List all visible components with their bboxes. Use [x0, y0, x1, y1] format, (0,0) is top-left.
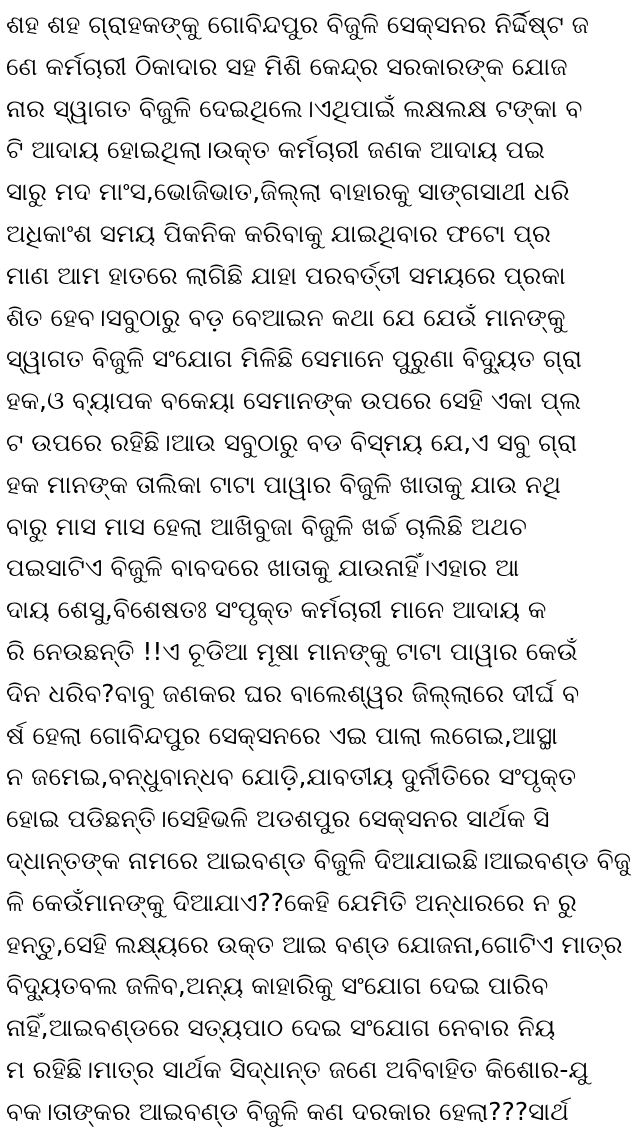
text-line: ଶିତ ହେବ।ସବୁଠାରୁ ବଡ଼ ବେଆଇନ କଥା ଯେ ଯେଉଁ ମାନଙ୍କୁ — [6, 302, 566, 332]
text-line: ହୋଇ ପଡିଛନ୍ତି।ସେହିଭଳି ଅଡଶପୁର ସେକ୍ସନର ସାର୍ଥକ ସି — [6, 804, 550, 834]
text-line: ବିଦ୍ୟୁତବଲ ଜଳିବ,ଅନ୍ୟ କାହାରିକୁ ସଂଯୋଗ ଦେଇ ପାରିବ — [6, 971, 549, 1001]
text-line: ବାରୁ ମାସ ମାସ ହେଲା ଆଖିବୁଜା ବିଜୁଳି ଖର୍ଚ୍ଚ ଚାଲିଛି ଅଥଚ — [6, 511, 527, 541]
text-line: ନାହିଁ,ଆଇବଣ୍ଡରେ ସତ୍ୟପାଠ ଦେଇ ସଂଯୋଗ ନେବାର ନିୟ — [6, 1013, 556, 1043]
text-line: ଳି କେଉଁମାନଙ୍କୁ ଦିଆଯାଏ??କେହି ଯେମିତି ଅନ୍ଧାରରେ ନ ରୁ — [6, 887, 577, 917]
text-line: ସାରୁ ମଦ ମାଂସ,ଭୋଜିଭାତ,ଜିଲ୍ଲା ବାହାରକୁ ସାଙ୍ଗସାଥୀ ଧରି — [6, 177, 570, 207]
text-line: ର୍ଷ ହେଲା ଗୋବିନ୍ଦପୁର ସେକ୍ସନରେ ଏଇ ପାଲା ଲଗେଇ,ଆସ୍ଥା — [6, 720, 558, 750]
text-line: ହକ ମାନଙ୍କ ତାଲିକା ଟାଟା ପାୱାର ବିଜୁଳି ଖାତାକୁ ଯାଉ ନଥି — [6, 469, 561, 499]
text-line: ଦାୟ ଶେସୁ,ବିଶେଷତଃ ସଂପୃକ୍ତ କର୍ମଚାରୀ ମାନେ ଆଦାୟ କ — [6, 595, 547, 625]
text-line: ପଇସାଟିଏ ବିଜୁଳି ବାବଦରେ ଖାତାକୁ ଯାଉନାହିଁ।ଏହାର ଆ — [6, 553, 520, 583]
text-line: ସ୍ୱାଗତ ବିଜୁଳି ସଂଯୋଗ ମିଳିଛି ସେମାନେ ପୁରୁଣା ବିଦ୍ୟୁତ ଗ୍ରା — [6, 344, 582, 374]
text-line: ମାଣ ଆମ ହାତରେ ଲାଗିଛି ଯାହା ପରବର୍ତ୍ତୀ ସମୟରେ ପ୍ରକା — [6, 260, 566, 290]
text-line: ରି ନେଉଛନ୍ତି !!ଏ ଚୂଡିଆ ମୂଷା ମାନଙ୍କୁ ଟାଟା ପାୱାର କେଉଁ — [6, 636, 578, 666]
text-line: ଟ ଉପରେ ରହିଛି।ଆଉ ସବୁଠାରୁ ବଡ ବିସ୍ମୟ ଯେ,ଏ ସବୁ ଗ୍ରା — [6, 427, 578, 457]
text-line: ବକ।ତାଙ୍କର ଆଇବଣ୍ଡ ବିଜୁଳି କଣ ଦରକାର ହେଲା???ସାର୍ଥ — [6, 1096, 569, 1126]
article-text — [6, 4, 631, 1133]
text-line: ନାର ସ୍ୱାଗତ ବିଜୁଳି ଦେଇଥିଲେ।ଏଥିପାଇଁ ଲକ୍ଷଲକ୍ଷ ଟଙ୍କା ବ — [6, 93, 583, 123]
text-line: ହକ,ଓ ବ୍ୟାପକ ବକେୟା ସେମାନଙ୍କ ଉପରେ ସେହି ଏକା ପ୍ଲ — [6, 386, 582, 416]
text-line: ଶହ ଶହ ଗ୍ରାହକଙ୍କୁ ଗୋବିନ୍ଦପୁର ବିଜୁଳି ସେକ୍ସନର ନିର୍ଦ୍ଦିଷ୍ଟ ଜ — [6, 10, 589, 39]
text-line: ହନ୍ତୁ,ସେହି ଲକ୍ଷ୍ୟରେ ଉକ୍ତ ଆଇ ବଣ୍ଡ ଯୋଜନା,ଗୋଟିଏ ମାତ୍ର — [6, 929, 623, 959]
text-line: ମ ରହିଛି।ମାତ୍ର ସାର୍ଥକ ସିଦ୍ଧାନ୍ତ ଜଣେ ଅବିବାହିତ କିଶୋର-ଯୁ — [6, 1054, 589, 1084]
text-line: ନ ଜମେଇ,ବନ୍ଧୁବାନ୍ଧବ ଯୋଡ଼ି,ଯାବତୀୟ ଦୁର୍ନୀତିରେ ସଂପୃକ୍ତ — [6, 762, 577, 792]
text-line: ଣେ କର୍ମଚାରୀ ଠିକାଦାର ସହ ମିଶି କେନ୍ଦ୍ର ସରକାରଙ୍କ ଯୋଜ — [6, 51, 568, 81]
text-line: ଦିନ ଧରିବ?ବାବୁ ଜଣକର ଘର ବାଲେଶ୍ୱର ଜିଲ୍ଲାରେ ଦୀର୍ଘ ବ — [6, 678, 580, 708]
text-line: ଦ୍ଧାନ୍ତଙ୍କ ନାମରେ ଆଇବଣ୍ଡ ବିଜୁଳି ଦିଆଯାଇଛି।ଆଇବଣ୍ଡ ବିଜୁ — [6, 845, 631, 875]
text-line: ଅଧିକାଂଶ ସମୟ ପିକନିକ କରିବାକୁ ଯାଇଥିବାର ଫଟୋ ପ୍ର — [6, 218, 551, 248]
text-line: ଟି ଆଦାୟ ହୋଇଥିଲା।ଉକ୍ତ କର୍ମଚାରୀ ଜଣକ ଆଦାୟ ପଇ — [6, 135, 545, 165]
